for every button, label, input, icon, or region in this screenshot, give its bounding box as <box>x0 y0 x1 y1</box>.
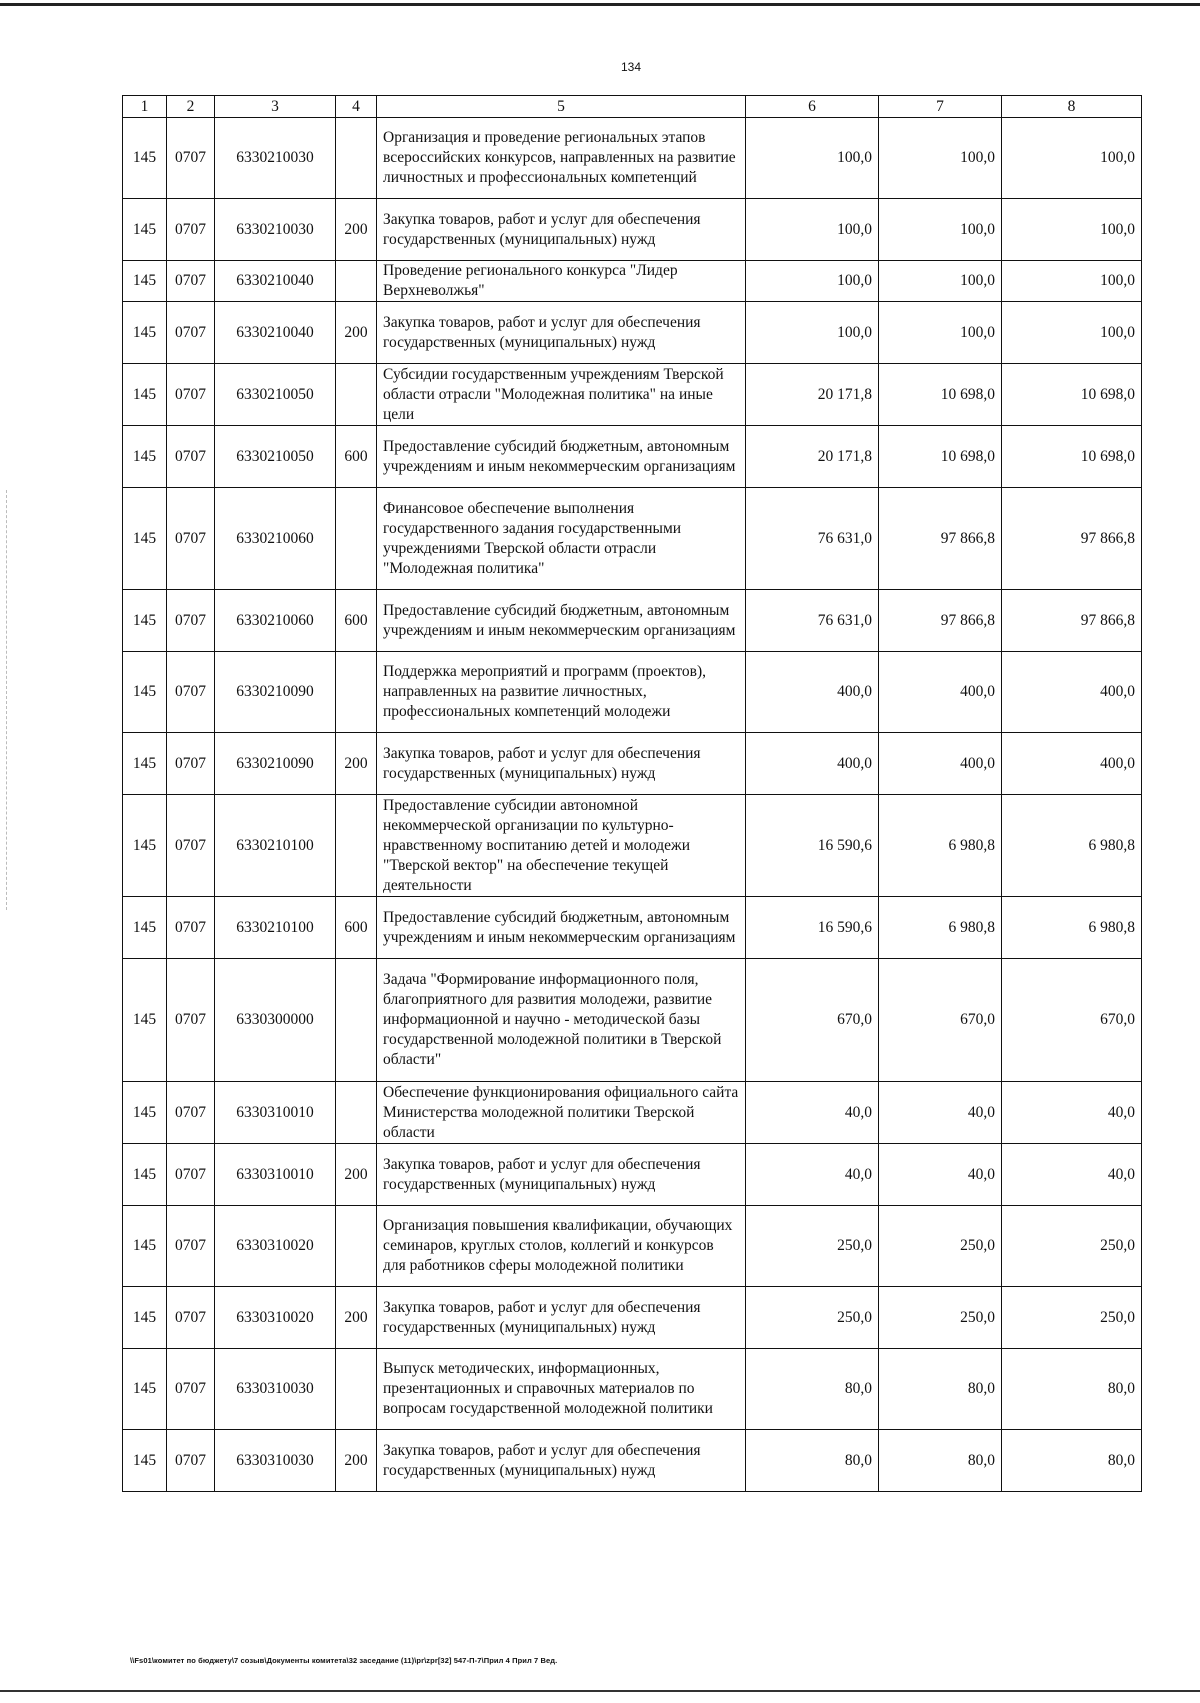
section-code: 0707 <box>167 959 215 1082</box>
item-description: Закупка товаров, работ и услуг для обеспечения государственных (муниципальных) нужд <box>377 1287 746 1349</box>
amount-col-7: 100,0 <box>879 261 1002 302</box>
section-code: 0707 <box>167 302 215 364</box>
table-row <box>123 1206 1142 1287</box>
item-description: Организация и проведение региональных этапов всероссийских конкурсов, направленных на развитие личностных и профессиональных компетенций <box>377 118 746 199</box>
target-article-code: 6330210040 <box>215 302 336 364</box>
item-description: Организация повышения квалификации, обучающих семинаров, круглых столов, коллегий и конкурсов для работников сферы молодежной политики <box>377 1206 746 1287</box>
amount-col-8: 100,0 <box>1002 118 1142 199</box>
amount-col-6: 76 631,0 <box>746 590 879 652</box>
table-body <box>123 118 1142 1492</box>
amount-col-8: 40,0 <box>1002 1144 1142 1206</box>
expense-type-code: 200 <box>336 1430 377 1492</box>
column-header: 6 <box>746 96 879 118</box>
target-article-code: 6330310020 <box>215 1287 336 1349</box>
budget-table <box>122 95 1142 1492</box>
target-article-code: 6330300000 <box>215 959 336 1082</box>
target-article-code: 6330210100 <box>215 897 336 959</box>
item-description: Обеспечение функционирования официального сайта Министерства молодежной политики Тверской области <box>377 1082 746 1144</box>
amount-col-7: 10 698,0 <box>879 364 1002 426</box>
administrator-code: 145 <box>123 364 167 426</box>
amount-col-6: 400,0 <box>746 733 879 795</box>
section-code: 0707 <box>167 897 215 959</box>
column-header: 8 <box>1002 96 1142 118</box>
expense-type-code <box>336 1082 377 1144</box>
target-article-code: 6330310010 <box>215 1082 336 1144</box>
amount-col-6: 16 590,6 <box>746 795 879 897</box>
expense-type-code: 600 <box>336 897 377 959</box>
item-description: Задача "Формирование информационного поля, благоприятного для развития молодежи, развитие информационной и научно - методической базы государственной молодежной политики в Тверской области" <box>377 959 746 1082</box>
amount-col-6: 400,0 <box>746 652 879 733</box>
administrator-code: 145 <box>123 959 167 1082</box>
table-row <box>123 897 1142 959</box>
administrator-code: 145 <box>123 488 167 590</box>
section-code: 0707 <box>167 1430 215 1492</box>
column-header: 4 <box>336 96 377 118</box>
amount-col-7: 250,0 <box>879 1206 1002 1287</box>
amount-col-8: 80,0 <box>1002 1430 1142 1492</box>
section-code: 0707 <box>167 652 215 733</box>
section-code: 0707 <box>167 795 215 897</box>
amount-col-6: 20 171,8 <box>746 364 879 426</box>
administrator-code: 145 <box>123 118 167 199</box>
table-row <box>123 1287 1142 1349</box>
item-description: Предоставление субсидии автономной некоммерческой организации по культурно-нравственному воспитанию детей и молодежи "Тверской вектор" на обеспечение текущей деятельности <box>377 795 746 897</box>
expense-type-code <box>336 1206 377 1287</box>
amount-col-6: 250,0 <box>746 1287 879 1349</box>
table-row <box>123 590 1142 652</box>
expense-type-code: 200 <box>336 302 377 364</box>
section-code: 0707 <box>167 199 215 261</box>
amount-col-7: 100,0 <box>879 118 1002 199</box>
item-description: Предоставление субсидий бюджетным, автономным учреждениям и иным некоммерческим организациям <box>377 590 746 652</box>
section-code: 0707 <box>167 590 215 652</box>
amount-col-6: 16 590,6 <box>746 897 879 959</box>
amount-col-6: 250,0 <box>746 1206 879 1287</box>
item-description: Закупка товаров, работ и услуг для обеспечения государственных (муниципальных) нужд <box>377 733 746 795</box>
amount-col-7: 10 698,0 <box>879 426 1002 488</box>
table-row <box>123 364 1142 426</box>
amount-col-8: 400,0 <box>1002 652 1142 733</box>
amount-col-7: 400,0 <box>879 733 1002 795</box>
administrator-code: 145 <box>123 1144 167 1206</box>
administrator-code: 145 <box>123 652 167 733</box>
table-row <box>123 1430 1142 1492</box>
amount-col-6: 100,0 <box>746 302 879 364</box>
section-code: 0707 <box>167 1144 215 1206</box>
expense-type-code: 200 <box>336 1144 377 1206</box>
table-row <box>123 426 1142 488</box>
expense-type-code: 600 <box>336 590 377 652</box>
amount-col-8: 40,0 <box>1002 1082 1142 1144</box>
expense-type-code <box>336 364 377 426</box>
amount-col-7: 100,0 <box>879 199 1002 261</box>
amount-col-6: 40,0 <box>746 1082 879 1144</box>
amount-col-6: 100,0 <box>746 199 879 261</box>
amount-col-6: 40,0 <box>746 1144 879 1206</box>
section-code: 0707 <box>167 733 215 795</box>
item-description: Закупка товаров, работ и услуг для обеспечения государственных (муниципальных) нужд <box>377 302 746 364</box>
expense-type-code <box>336 959 377 1082</box>
table-row <box>123 118 1142 199</box>
administrator-code: 145 <box>123 302 167 364</box>
amount-col-8: 80,0 <box>1002 1349 1142 1430</box>
item-description: Закупка товаров, работ и услуг для обеспечения государственных (муниципальных) нужд <box>377 1430 746 1492</box>
amount-col-6: 670,0 <box>746 959 879 1082</box>
amount-col-7: 6 980,8 <box>879 795 1002 897</box>
table-row <box>123 199 1142 261</box>
administrator-code: 145 <box>123 1430 167 1492</box>
section-code: 0707 <box>167 1082 215 1144</box>
scan-artifact-line <box>6 490 8 910</box>
administrator-code: 145 <box>123 733 167 795</box>
amount-col-8: 97 866,8 <box>1002 488 1142 590</box>
target-article-code: 6330310020 <box>215 1206 336 1287</box>
administrator-code: 145 <box>123 795 167 897</box>
amount-col-7: 80,0 <box>879 1349 1002 1430</box>
amount-col-8: 400,0 <box>1002 733 1142 795</box>
item-description: Закупка товаров, работ и услуг для обеспечения государственных (муниципальных) нужд <box>377 199 746 261</box>
expense-type-code: 600 <box>336 426 377 488</box>
amount-col-7: 400,0 <box>879 652 1002 733</box>
amount-col-6: 100,0 <box>746 261 879 302</box>
amount-col-6: 80,0 <box>746 1430 879 1492</box>
expense-type-code <box>336 1349 377 1430</box>
item-description: Субсидии государственным учреждениям Тверской области отрасли "Молодежная политика" на иные цели <box>377 364 746 426</box>
expense-type-code <box>336 118 377 199</box>
amount-col-7: 100,0 <box>879 302 1002 364</box>
administrator-code: 145 <box>123 426 167 488</box>
item-description: Поддержка мероприятий и программ (проектов), направленных на развитие личностных, профессиональных компетенций молодежи <box>377 652 746 733</box>
column-header: 2 <box>167 96 215 118</box>
administrator-code: 145 <box>123 199 167 261</box>
amount-col-8: 100,0 <box>1002 302 1142 364</box>
expense-type-code: 200 <box>336 1287 377 1349</box>
target-article-code: 6330310010 <box>215 1144 336 1206</box>
amount-col-8: 10 698,0 <box>1002 364 1142 426</box>
table-row <box>123 302 1142 364</box>
amount-col-8: 10 698,0 <box>1002 426 1142 488</box>
table-row <box>123 261 1142 302</box>
item-description: Проведение регионального конкурса "Лидер Верхневолжья" <box>377 261 746 302</box>
amount-col-7: 670,0 <box>879 959 1002 1082</box>
table-row <box>123 959 1142 1082</box>
section-code: 0707 <box>167 426 215 488</box>
column-header: 3 <box>215 96 336 118</box>
amount-col-8: 6 980,8 <box>1002 795 1142 897</box>
target-article-code: 6330310030 <box>215 1349 336 1430</box>
target-article-code: 6330210050 <box>215 426 336 488</box>
amount-col-8: 250,0 <box>1002 1206 1142 1287</box>
table-row <box>123 488 1142 590</box>
table-row <box>123 733 1142 795</box>
column-header: 5 <box>377 96 746 118</box>
expense-type-code: 200 <box>336 733 377 795</box>
table-row <box>123 795 1142 897</box>
target-article-code: 6330210100 <box>215 795 336 897</box>
amount-col-8: 670,0 <box>1002 959 1142 1082</box>
expense-type-code <box>336 652 377 733</box>
table-row <box>123 1144 1142 1206</box>
target-article-code: 6330310030 <box>215 1430 336 1492</box>
amount-col-8: 6 980,8 <box>1002 897 1142 959</box>
administrator-code: 145 <box>123 1206 167 1287</box>
amount-col-6: 20 171,8 <box>746 426 879 488</box>
expense-type-code <box>336 488 377 590</box>
section-code: 0707 <box>167 488 215 590</box>
page-number: 134 <box>620 60 642 74</box>
expense-type-code <box>336 795 377 897</box>
amount-col-8: 100,0 <box>1002 261 1142 302</box>
amount-col-7: 97 866,8 <box>879 590 1002 652</box>
amount-col-6: 100,0 <box>746 118 879 199</box>
amount-col-6: 76 631,0 <box>746 488 879 590</box>
column-header: 1 <box>123 96 167 118</box>
item-description: Выпуск методических, информационных, презентационных и справочных материалов по вопросам государственной молодежной политики <box>377 1349 746 1430</box>
target-article-code: 6330210050 <box>215 364 336 426</box>
amount-col-8: 97 866,8 <box>1002 590 1142 652</box>
target-article-code: 6330210090 <box>215 652 336 733</box>
administrator-code: 145 <box>123 1287 167 1349</box>
amount-col-7: 80,0 <box>879 1430 1002 1492</box>
target-article-code: 6330210040 <box>215 261 336 302</box>
item-description: Закупка товаров, работ и услуг для обеспечения государственных (муниципальных) нужд <box>377 1144 746 1206</box>
target-article-code: 6330210060 <box>215 488 336 590</box>
target-article-code: 6330210030 <box>215 199 336 261</box>
item-description: Предоставление субсидий бюджетным, автономным учреждениям и иным некоммерческим организациям <box>377 426 746 488</box>
table-row <box>123 652 1142 733</box>
amount-col-8: 250,0 <box>1002 1287 1142 1349</box>
amount-col-8: 100,0 <box>1002 199 1142 261</box>
target-article-code: 6330210060 <box>215 590 336 652</box>
administrator-code: 145 <box>123 261 167 302</box>
section-code: 0707 <box>167 118 215 199</box>
top-border-line <box>0 3 1200 6</box>
section-code: 0707 <box>167 1349 215 1430</box>
target-article-code: 6330210090 <box>215 733 336 795</box>
bottom-border-line <box>0 1690 1200 1692</box>
administrator-code: 145 <box>123 897 167 959</box>
administrator-code: 145 <box>123 1082 167 1144</box>
column-header: 7 <box>879 96 1002 118</box>
section-code: 0707 <box>167 1206 215 1287</box>
amount-col-7: 40,0 <box>879 1082 1002 1144</box>
target-article-code: 6330210030 <box>215 118 336 199</box>
column-number-row <box>123 96 1142 118</box>
amount-col-6: 80,0 <box>746 1349 879 1430</box>
item-description: Финансовое обеспечение выполнения государственного задания государственными учреждениями Тверской области отрасли "Молодежная политика" <box>377 488 746 590</box>
amount-col-7: 250,0 <box>879 1287 1002 1349</box>
amount-col-7: 97 866,8 <box>879 488 1002 590</box>
amount-col-7: 40,0 <box>879 1144 1002 1206</box>
item-description: Предоставление субсидий бюджетным, автономным учреждениям и иным некоммерческим организациям <box>377 897 746 959</box>
section-code: 0707 <box>167 364 215 426</box>
footer-file-path: \\Fs01\комитет по бюджету\7 созыв\Документы комитета\32 заседание (11)\pr\zpr[32] 547-П-7\Прил 4 Прил 7 Вед. <box>130 1656 558 1665</box>
administrator-code: 145 <box>123 1349 167 1430</box>
administrator-code: 145 <box>123 590 167 652</box>
expense-type-code: 200 <box>336 199 377 261</box>
amount-col-7: 6 980,8 <box>879 897 1002 959</box>
section-code: 0707 <box>167 261 215 302</box>
table-row <box>123 1349 1142 1430</box>
table-row <box>123 1082 1142 1144</box>
expense-type-code <box>336 261 377 302</box>
section-code: 0707 <box>167 1287 215 1349</box>
